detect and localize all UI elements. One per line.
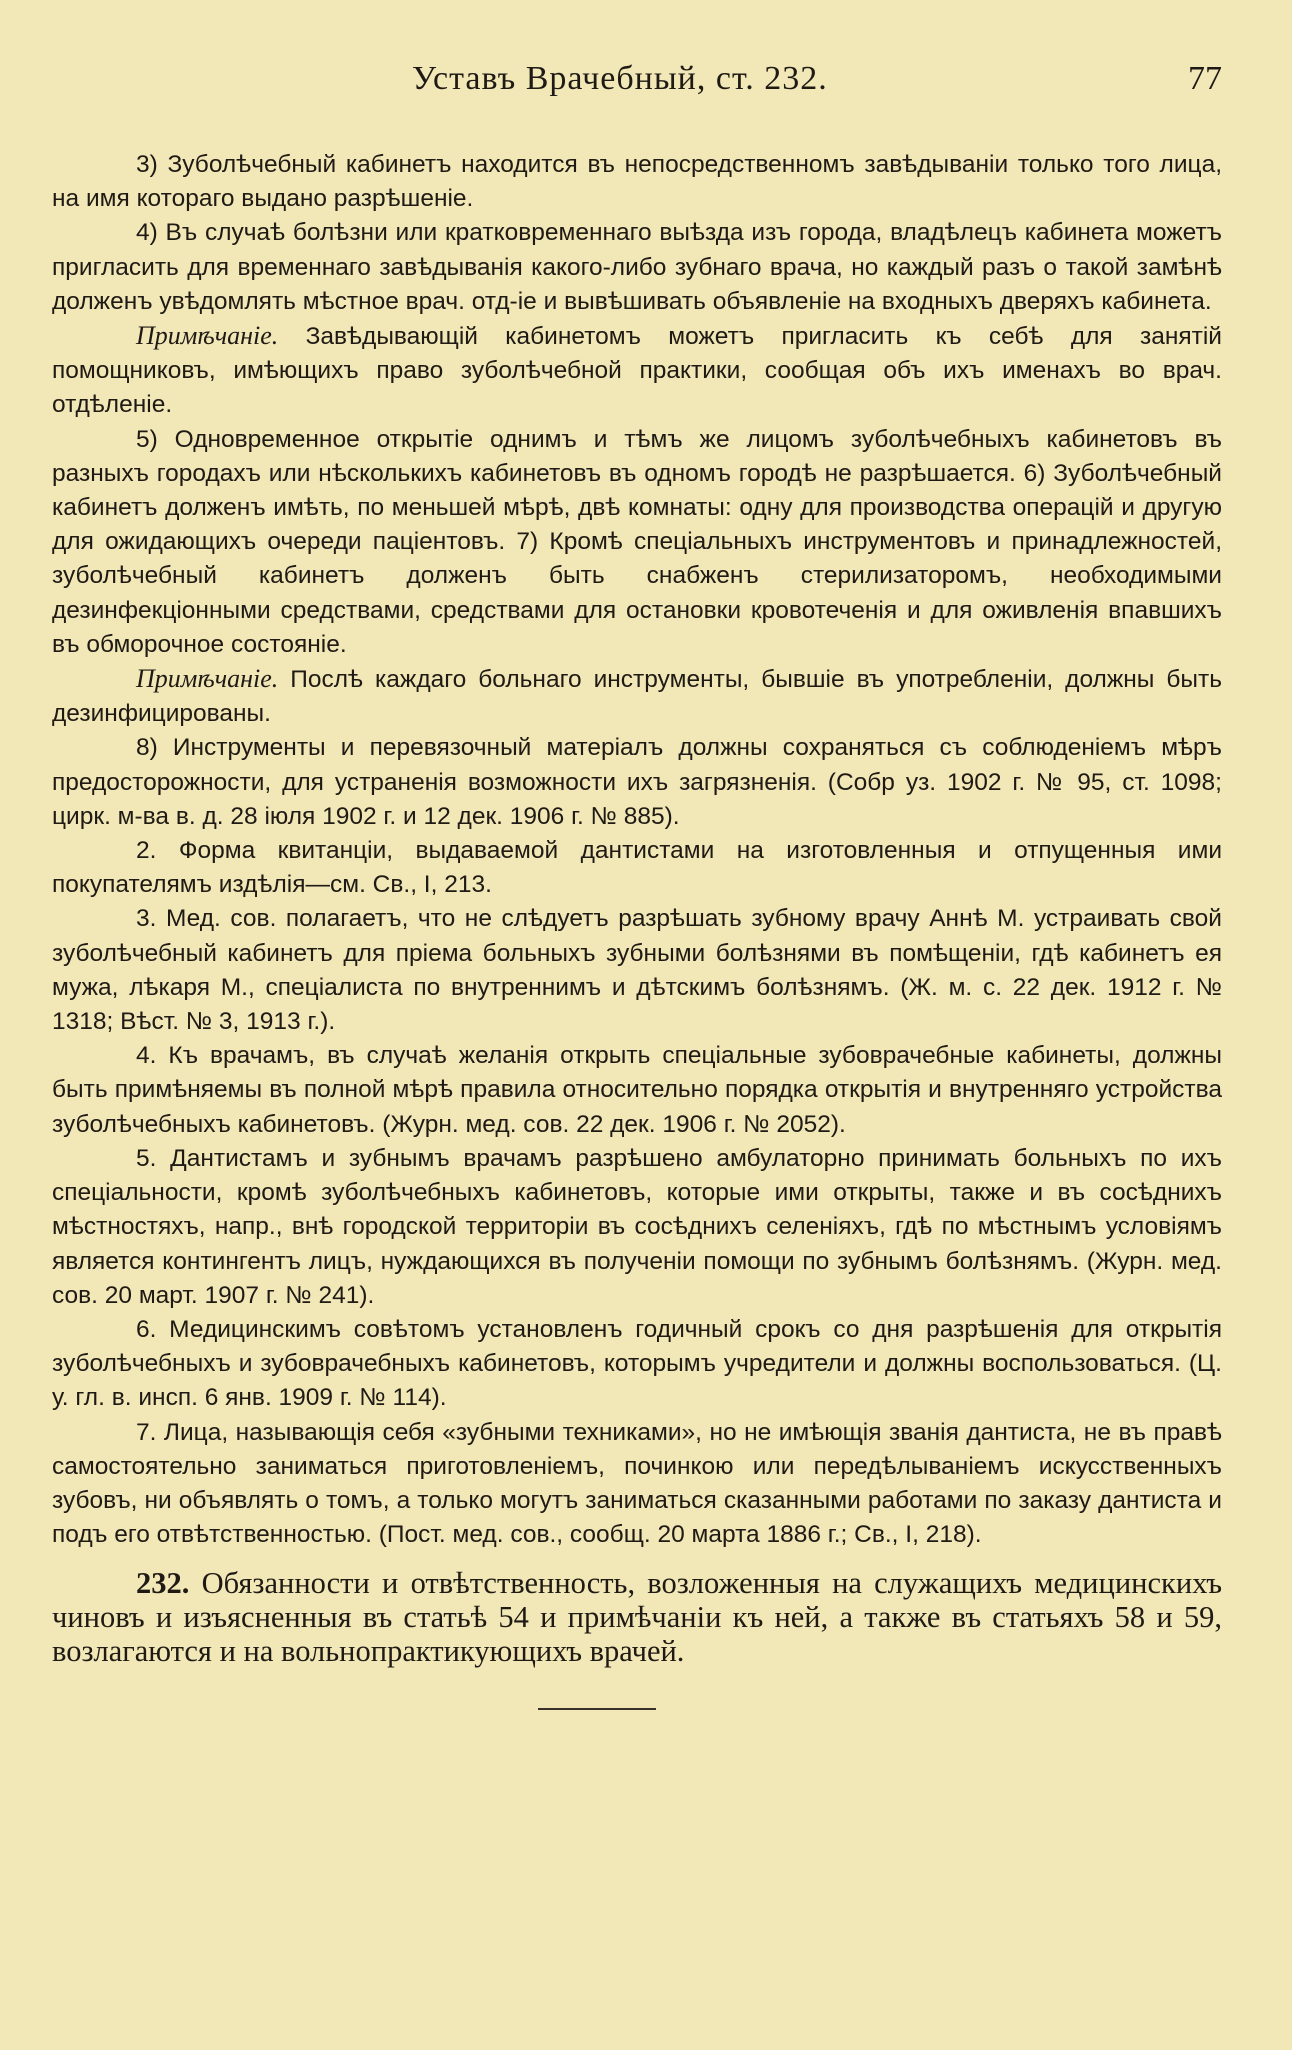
paragraph: 7. Лица, называющія себя «зубными техниками», но не имѣющія званія дантиста, не въ правѣ самостоятельно заниматься приготовленіемъ, починкою или передѣлываніемъ искусственныхъ зубовъ, ни объявлять о томъ, а только могутъ заниматься сказанными работами по заказу дантиста и подъ его отвѣтственностью. (Пост. мед. сов., сообщ. 20 марта 1886 г.; Св., I, 218). [52, 1418, 1222, 1549]
note-paragraph: Примѣчаніе. Завѣдывающій кабинетомъ можетъ пригласить къ себѣ для занятій помощниковъ, имѣющихъ право зуболѣчебной практики, сообщая объ ихъ именахъ во врач. отдѣленіе. [52, 321, 1222, 419]
note-label: Примѣчаніе. [136, 321, 279, 351]
commentary-text [52, 148, 1222, 1552]
paragraph: 3. Мед. сов. полагаетъ, что не слѣдуетъ разрѣшать зубному врачу Аннѣ М. устраивать свой зуболѣчебный кабинетъ для пріема больныхъ зубными болѣзнями въ помѣщеніи, гдѣ кабинетъ ея мужа, лѣкаря М., спеціалиста по внутреннимъ и дѣтскимъ болѣзнямъ. (Ж. м. с. 22 дек. 1912 г. № 1318; Вѣст. № 3, 1913 г.). [52, 905, 1222, 1036]
paragraph: 5) Одновременное открытіе однимъ и тѣмъ же лицомъ зуболѣчебныхъ кабинетовъ въ разныхъ городахъ или нѣсколькихъ кабинетовъ въ одномъ городѣ не разрѣшается. 6) Зуболѣчебный кабинетъ долженъ имѣть, по меньшей мѣрѣ, двѣ комнаты: одну для производства операцій и другую для ожидающихъ очереди паціентовъ. 7) Кромѣ спеціальныхъ инструментовъ и принадлежностей, зуболѣчебный кабинетъ долженъ быть снабженъ стерилизаторомъ, необходимыми дезинфекціонными средствами, средствами для остановки кровотеченія и для оживленія впавшихъ въ обморочное состояніе. [52, 425, 1222, 658]
paragraph: 4) Въ случаѣ болѣзни или кратковременнаго выѣзда изъ города, владѣлецъ кабинета можетъ пригласить для временнаго завѣдыванія какого-либо зубнаго врача, но каждый разъ о такой замѣнѣ долженъ увѣдомлять мѣстное врач. отд-іе и вывѣшивать объявленіе на входныхъ дверяхъ кабинета. [52, 219, 1222, 315]
article-232 [52, 1566, 1222, 1668]
paragraph: 8) Инструменты и перевязочный матеріалъ должны сохраняться съ соблюденіемъ мѣръ предосторожности, для устраненія возможности ихъ загрязненія. (Собр уз. 1902 г. № 95, ст. 1098; цирк. м-ва в. д. 28 іюля 1902 г. и 12 дек. 1906 г. № 885). [52, 734, 1222, 830]
article-number: 232. [136, 1566, 190, 1601]
paragraph: 6. Медицинскимъ совѣтомъ установленъ годичный срокъ со дня разрѣшенія для открытія зуболѣчебныхъ и зубоврачебныхъ кабинетовъ, которымъ учредители и должны воспользоваться. (Ц. у. гл. в. инсп. 6 янв. 1909 г. № 114). [52, 1315, 1222, 1412]
paragraph: 2. Форма квитанціи, выдаваемой дантистами на изготовленныя и отпущенныя ими покупателямъ издѣлія—см. Св., I, 213. [52, 837, 1222, 899]
paragraph: 5. Дантистамъ и зубнымъ врачамъ разрѣшено амбулаторно принимать больныхъ по ихъ спеціальности, кромѣ зуболѣчебныхъ кабинетовъ, которые ими открыты, также и въ сосѣднихъ мѣстностяхъ, напр., внѣ городской территоріи въ сосѣднихъ селеніяхъ, гдѣ по мѣстнымъ условіямъ является контингентъ лицъ, нуждающихся въ полученіи помощи по зубнымъ болѣзнямъ. (Журн. мед. сов. 20 март. 1907 г. № 241). [52, 1144, 1222, 1309]
article-text: Обязанности и отвѣтственность, возложенныя на служащихъ медицинскихъ чиновъ и изъясненныя въ статьѣ 54 и примѣчаніи къ ней, а также въ статьяхъ 58 и 59, возлагаются и на вольнопрактикующихъ врачей. [52, 1566, 1223, 1669]
page-header [52, 52, 1222, 114]
note-paragraph: Примѣчаніе. Послѣ каждаго больнаго инструменты, бывшіе въ употребленіи, должны быть дезинфицированы. [52, 664, 1222, 728]
page-number: 77 [1188, 60, 1222, 97]
running-title: Уставъ Врачебный, ст. 232. [412, 60, 828, 97]
end-divider [538, 1708, 656, 1710]
note-label: Примѣчаніе. [136, 664, 279, 694]
paragraph: 3) Зуболѣчебный кабинетъ находится въ непосредственномъ завѣдываніи только того лица, на имя котораго выдано разрѣшеніе. [52, 151, 1222, 213]
paragraph: 4. Къ врачамъ, въ случаѣ желанія открыть спеціальные зубоврачебные кабинеты, должны быть примѣняемы въ полной мѣрѣ правила относительно порядка открытія и внутренняго устройства зуболѣчебныхъ кабинетовъ. (Журн. мед. сов. 22 дек. 1906 г. № 2052). [52, 1042, 1222, 1138]
